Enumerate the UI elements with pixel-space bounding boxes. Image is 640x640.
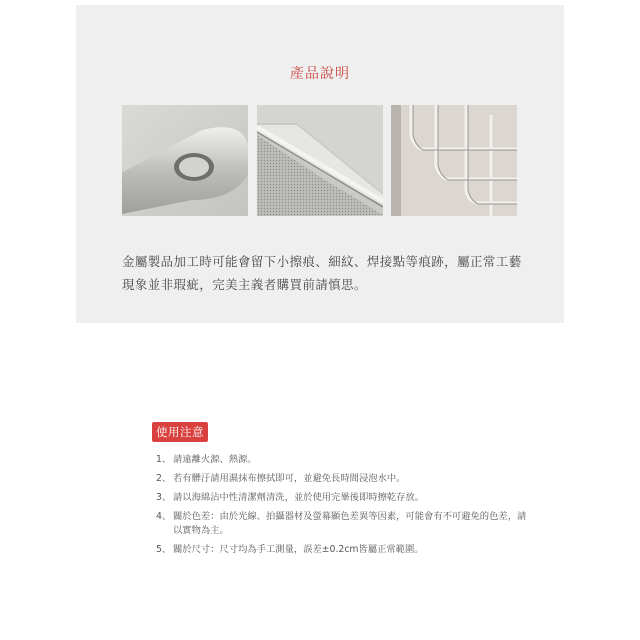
- mesh-basket-photo: [257, 105, 383, 216]
- item-text: 請以海綿沾中性清潔劑清洗，並於使用完畢後即時擦乾存放。: [173, 492, 425, 503]
- usage-badge: 使用注意: [152, 422, 208, 442]
- usage-list: [152, 453, 532, 557]
- item-text: 關於尺寸：尺寸均為手工測量，誤差±0.2cm皆屬正常範圍。: [173, 544, 424, 555]
- list-item: [152, 510, 532, 538]
- product-title: 產品說明: [290, 66, 350, 82]
- item-number: 4、: [156, 511, 172, 522]
- item-number: 2、: [156, 473, 172, 484]
- list-item: [152, 472, 532, 486]
- product-note: 金屬製品加工時可能會留下小擦痕、細紋、焊接點等痕跡，屬正常工藝現象並非瑕疵，完美主義者購買前請慎思。: [122, 254, 522, 292]
- wire-rack-photo: [391, 105, 517, 216]
- list-item: [152, 543, 532, 557]
- list-item: [152, 453, 532, 467]
- metal-handle-photo: [122, 105, 248, 216]
- item-number: 3、: [156, 492, 172, 503]
- usage-notes-section: [152, 421, 532, 562]
- item-text: 請遠離火源、熱源。: [173, 454, 257, 465]
- item-number: 1、: [156, 454, 172, 465]
- item-text: 關於色差：由於光線、拍攝器材及螢幕顯色差異等因素，可能會有不可避免的色差，請以實物為主。: [173, 511, 527, 536]
- product-info-panel: [76, 5, 564, 323]
- item-text: 若有髒汙請用濕抹布擦拭即可，並避免長時間浸泡水中。: [173, 473, 406, 484]
- list-item: [152, 491, 532, 505]
- item-number: 5、: [156, 544, 172, 555]
